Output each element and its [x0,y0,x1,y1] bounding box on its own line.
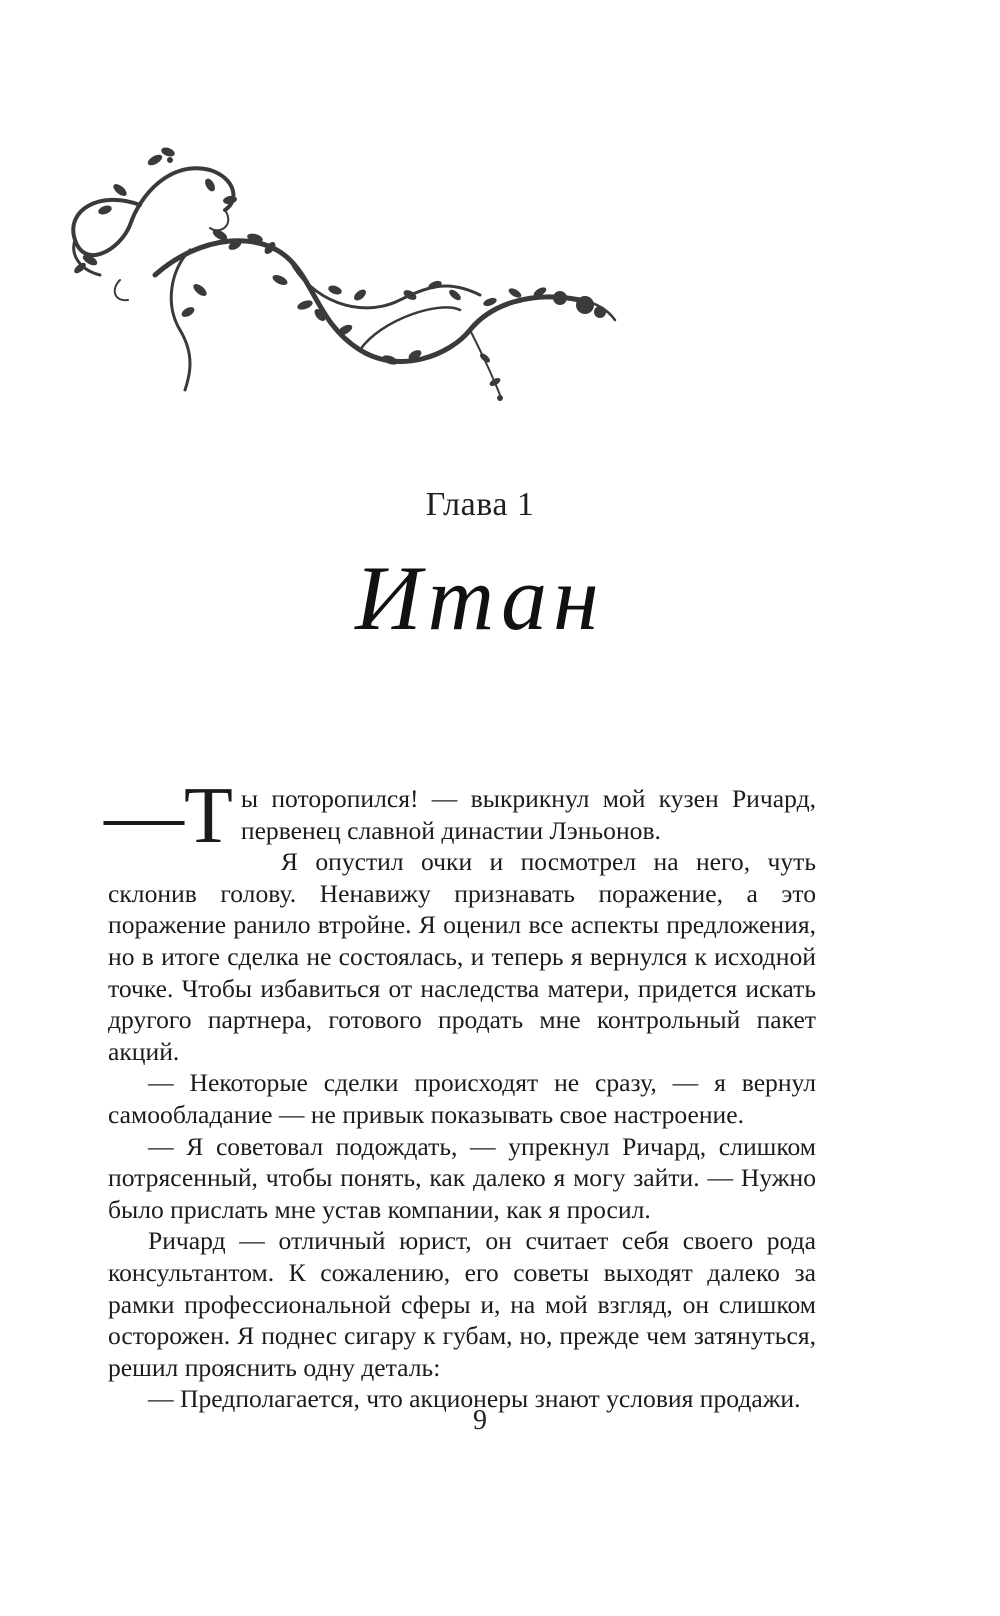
drop-cap: —Т [104,772,233,860]
paragraph: — Предполагается, что акционеры знают условия продажи. [148,1384,801,1414]
chapter-title: Итан [355,547,605,649]
chapter-label: Глава 1 [425,486,535,523]
paragraph: — Я советовал подождать, — упрекнул Ричард, слишком потрясенный, чтобы понять, как далеко я могу зайти. — Нужно было прислать мне устав компании, как я просил. [108,1131,816,1224]
chapter-text [104,772,816,1415]
paragraph: Я опустил очки и посмотрел на него, чуть склонив голову. Ненавижу признавать поражение, а это поражение ранило втройне. Я оценил все аспекты предложения, но в итоге сделка не состоялась, и теперь я вернулся к исходной точке. Чтобы избавиться от наследства матери, придется искать другого партнера, готового продать мне контрольный пакет акций. [108,847,816,1066]
paragraph [104,772,816,860]
paragraph: Ричард — отличный юрист, он считает себя своего рода консультантом. К сожалению, его советы выходят далеко за рамки профессиональной сферы и, на мой взгляд, он слишком осторожен. Я поднес сигару к губам, но, прежде чем затянуться, решил прояснить одну деталь: [108,1226,816,1382]
paragraph: — Некоторые сделки происходят не сразу, — я вернул самообладание — не привык показывать свое настроение. [108,1068,816,1129]
page-number: 9 [473,1405,487,1436]
paragraph-text: ы поторопился! — выкрикнул мой кузен Ричард, первенец славной династии Лэньонов. [240,784,816,845]
rose-vine-ornament-icon [60,130,620,430]
